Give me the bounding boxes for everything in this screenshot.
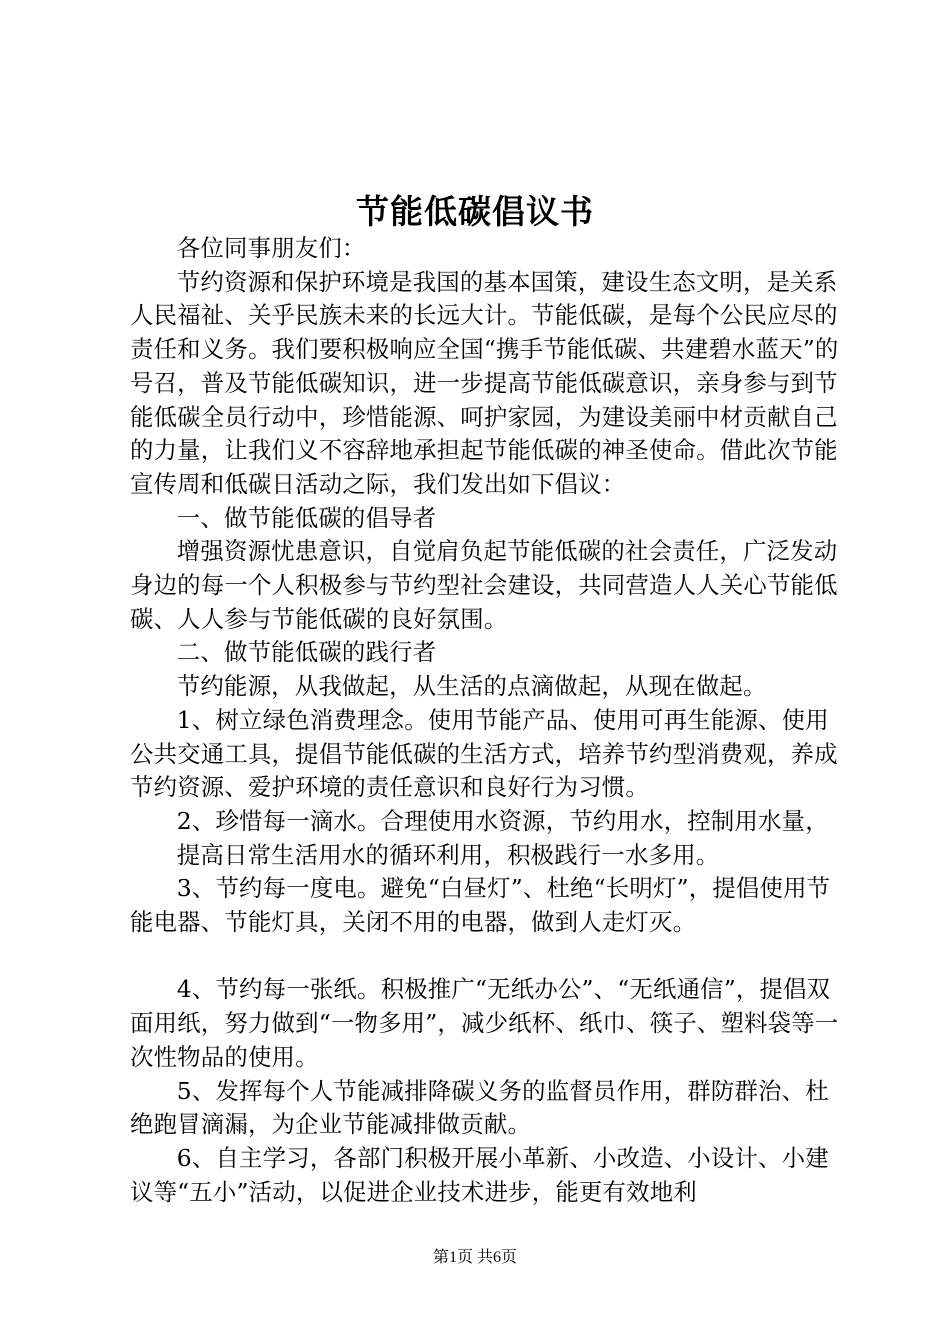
paragraph-intro: 节约资源和保护环境是我国的基本国策，建设生态文明，是关系人民福祉、关乎民族未来的长远大计。节能低碳，是每个公民应尽的责任和义务。我们要积极响应全国“携手节能低碳、共建碧水蓝天”的号召，普及节能低碳知识，进一步提高节能低碳意识，亲身参与到节能低碳全员行动中，珍惜能源、呵护家园，为建设美丽中材贡献自己的力量，让我们义不容辞地承担起节能低碳的神圣使命。借此次节能宣传周和低碳日活动之际，我们发出如下倡议： bbox=[130, 267, 839, 498]
item-green-consumption: 1、树立绿色消费理念。使用节能产品、使用可再生能源、使用公共交通工具，提倡节能低碳的生活方式，培养节约型消费观，养成节约资源、爱护环境的责任意识和良好行为习惯。 bbox=[130, 705, 838, 802]
paragraph-advocate: 增强资源忧患意识，自觉肩负起节能低碳的社会责任，广泛发动身边的每一个人积极参与节约型社会建设，共同营造人人关心节能低碳、人人参与节能低碳的良好氛围。 bbox=[130, 537, 838, 633]
item-save-water: 2、珍惜每一滴水。合理使用水资源，节约用水，控制用水量， bbox=[176, 806, 829, 835]
heading-advocate: 一、做节能低碳的倡导者 bbox=[176, 503, 437, 532]
blank-line bbox=[130, 940, 850, 974]
item-save-electricity: 3、节约每一度电。避免“白昼灯”、杜绝“长明灯”，提倡使用节能电器、节能灯具，关闭不用的电器，做到人走灯灭。 bbox=[130, 874, 831, 937]
item-save-water-cont: 提高日常生活用水的循环利用，积极践行一水多用。 bbox=[176, 840, 720, 869]
document-body bbox=[130, 232, 850, 1209]
salutation: 各位同事朋友们： bbox=[176, 234, 366, 262]
document-title: 节能低碳倡议书 bbox=[356, 192, 594, 231]
paragraph-practitioner: 节约能源，从我做起，从生活的点滴做起，从现在做起。 bbox=[176, 672, 767, 701]
heading-practitioner: 二、做节能低碳的践行者 bbox=[176, 638, 437, 667]
item-save-paper: 4、节约每一张纸。积极推广“无纸办公”、“无纸通信”，提倡双面用纸，努力做到“一物多用”，减少纸杯、纸巾、筷子、塑料袋等一次性物品的使用。 bbox=[130, 975, 839, 1071]
item-supervisor: 5、发挥每个人节能减排降碳义务的监督员作用，群防群治、杜绝跑冒滴漏，为企业节能减排做贡献。 bbox=[130, 1076, 829, 1139]
item-self-learning: 6、自主学习，各部门积极开展小革新、小改造、小设计、小建议等“五小”活动，以促进企业技术进步，能更有效地利 bbox=[130, 1143, 829, 1206]
page-number: 第1页 共6页 bbox=[432, 1249, 517, 1266]
